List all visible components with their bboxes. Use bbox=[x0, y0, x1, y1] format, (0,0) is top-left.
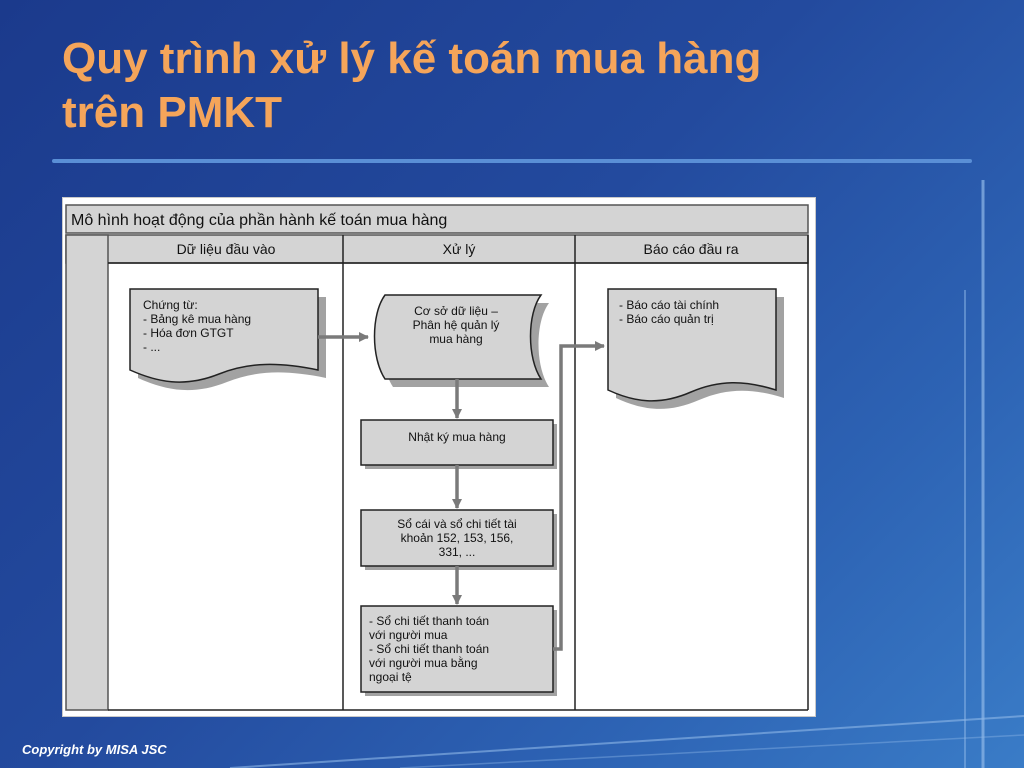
database-shape bbox=[375, 295, 550, 387]
input-doc-line-4: - ... bbox=[143, 340, 161, 354]
database-line-2: Phân hệ quản lý bbox=[412, 318, 500, 332]
journal-label: Nhật ký mua hàng bbox=[408, 430, 506, 444]
report-line-1: - Báo cáo tài chính bbox=[619, 298, 720, 312]
lane-side-stripe bbox=[66, 235, 108, 710]
ledger-line-1: Sổ cái và sổ chi tiết tài bbox=[397, 517, 517, 531]
ledger-line-3: 331, ... bbox=[438, 545, 476, 559]
ledger-line-2: khoản 152, 153, 156, bbox=[400, 531, 514, 545]
payment-detail-box bbox=[361, 606, 557, 696]
lane-label-output: Báo cáo đầu ra bbox=[643, 241, 739, 257]
lane-label-input: Dữ liệu đầu vào bbox=[176, 241, 276, 257]
input-document-shape bbox=[130, 289, 326, 390]
copyright-text: Copyright by MISA JSC bbox=[22, 742, 167, 757]
detail-line-2: với người mua bbox=[369, 628, 448, 642]
database-line-1: Cơ sở dữ liệu – bbox=[414, 304, 498, 318]
input-doc-line-3: - Hóa đơn GTGT bbox=[143, 326, 234, 340]
database-line-3: mua hàng bbox=[429, 332, 483, 346]
ledger-box bbox=[361, 510, 557, 570]
lane-label-process: Xử lý bbox=[442, 241, 476, 257]
detail-line-5: ngoại tệ bbox=[369, 670, 412, 684]
report-line-2: - Báo cáo quản trị bbox=[619, 312, 714, 326]
report-document-shape bbox=[608, 289, 784, 409]
detail-line-4: với người mua bằng bbox=[369, 656, 478, 670]
flowchart-diagram bbox=[63, 198, 815, 716]
input-doc-line-1: Chứng từ: bbox=[143, 298, 198, 312]
slide-title-line-1: Quy trình xử lý kế toán mua hàng bbox=[62, 34, 762, 83]
detail-line-1: - Sổ chi tiết thanh toán bbox=[369, 614, 490, 628]
slide-title-line-2: trên PMKT bbox=[62, 88, 282, 137]
detail-line-3: - Sổ chi tiết thanh toán bbox=[369, 642, 490, 656]
diagram-title: Mô hình hoạt động của phần hành kế toán mua hàng bbox=[71, 212, 448, 229]
input-doc-line-2: - Bảng kê mua hàng bbox=[143, 312, 252, 326]
journal-box bbox=[361, 420, 557, 469]
